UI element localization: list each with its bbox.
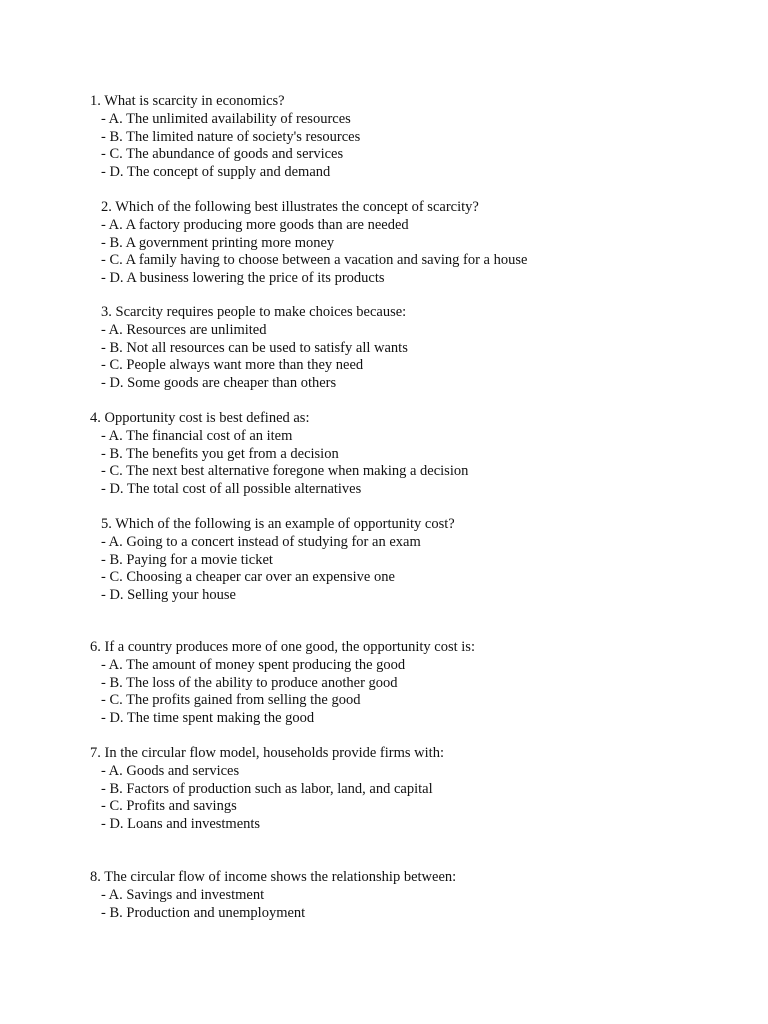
question-block-1 — [90, 93, 730, 182]
answer-option: - C. Profits and savings — [101, 798, 237, 815]
answer-option: - B. A government printing more money — [101, 234, 335, 251]
question-text: 3. Scarcity requires people to make choices because: — [101, 304, 407, 320]
answer-option: - D. The total cost of all possible alternatives — [101, 481, 362, 498]
question-text: 5. Which of the following is an example of opportunity cost? — [101, 516, 455, 532]
question-block-8 — [90, 869, 730, 922]
answer-option: - A. Resources are unlimited — [101, 321, 267, 338]
answer-option: - D. A business lowering the price of its products — [101, 270, 385, 287]
answer-option: - A. A factory producing more goods than are needed — [101, 216, 409, 233]
answer-option: - C. A family having to choose between a vacation and saving for a house — [101, 252, 528, 269]
answer-option: - A. The amount of money spent producing the good — [101, 656, 406, 673]
question-text: 1. What is scarcity in economics? — [90, 93, 285, 109]
answer-option: - C. The profits gained from selling the good — [101, 692, 361, 709]
answer-option: - C. The abundance of goods and services — [101, 146, 344, 163]
answer-option: - A. Goods and services — [101, 762, 240, 779]
question-block-7 — [90, 745, 730, 834]
answer-option: - D. Selling your house — [101, 587, 236, 604]
answer-option: - B. Paying for a movie ticket — [101, 551, 273, 568]
answer-option: - D. Some goods are cheaper than others — [101, 375, 337, 392]
question-text: 4. Opportunity cost is best defined as: — [90, 410, 310, 426]
answer-option: - C. Choosing a cheaper car over an expensive one — [101, 569, 395, 586]
answer-option: - D. The time spent making the good — [101, 710, 315, 727]
answer-option: - B. The benefits you get from a decision — [101, 445, 339, 462]
question-text: 6. If a country produces more of one good, the opportunity cost is: — [90, 639, 475, 655]
answer-option: - B. The limited nature of society's resources — [101, 128, 361, 145]
question-block-5 — [90, 516, 730, 605]
answer-option: - C. People always want more than they need — [101, 357, 364, 374]
answer-option: - B. Not all resources can be used to satisfy all wants — [101, 339, 408, 356]
answer-option: - C. The next best alternative foregone when making a decision — [101, 463, 469, 480]
question-block-3 — [90, 304, 730, 393]
answer-option: - A. Savings and investment — [101, 886, 265, 903]
question-text: 7. In the circular flow model, households provide firms with: — [90, 745, 444, 761]
answer-option: - B. Factors of production such as labor, land, and capital — [101, 780, 433, 797]
question-text: 8. The circular flow of income shows the relationship between: — [90, 869, 457, 885]
answer-option: - B. Production and unemployment — [101, 904, 306, 921]
answer-option: - A. The financial cost of an item — [101, 427, 293, 444]
answer-option: - A. The unlimited availability of resources — [101, 110, 351, 127]
question-block-4 — [90, 410, 730, 499]
answer-option: - D. The concept of supply and demand — [101, 164, 331, 181]
question-text: 2. Which of the following best illustrates the concept of scarcity? — [101, 199, 479, 215]
answer-option: - D. Loans and investments — [101, 816, 261, 833]
question-block-2 — [90, 199, 730, 288]
answer-option: - A. Going to a concert instead of studying for an exam — [101, 533, 421, 550]
answer-option: - B. The loss of the ability to produce another good — [101, 674, 398, 691]
question-block-6 — [90, 639, 730, 728]
